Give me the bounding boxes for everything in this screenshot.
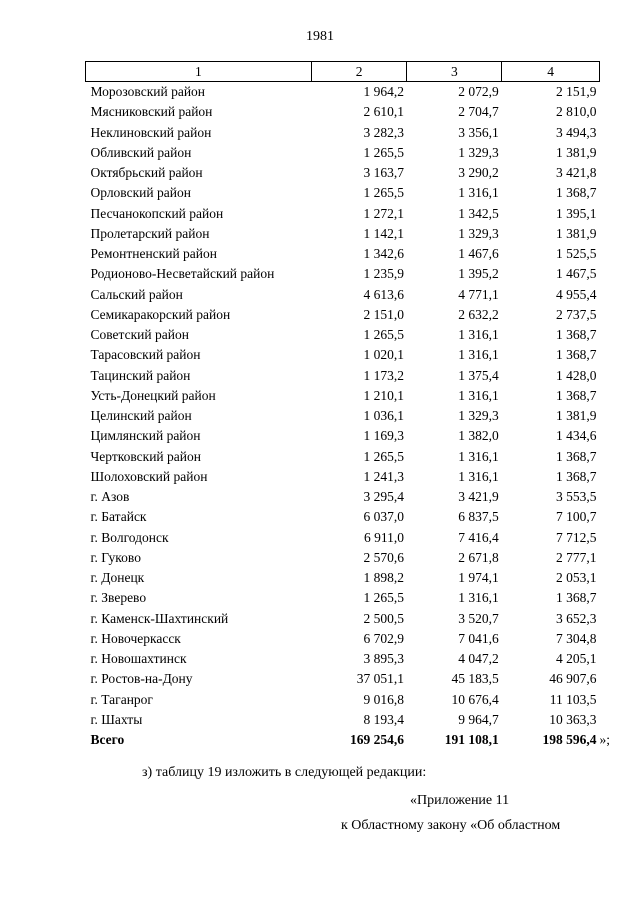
municipality-name: г. Донецк [90,570,145,585]
value-cell: 1 329,3 [458,144,499,160]
value-cell: 1 235,9 [363,266,404,282]
page-number: 1981 [306,29,334,44]
municipality-name: г. Новочеркасск [90,630,181,646]
value-cell: 3 652,3 [556,610,597,626]
table-row [86,143,600,163]
table-row [86,507,600,527]
value-cell: 9 016,8 [363,691,404,707]
value-cell: 4 047,2 [458,651,499,666]
table-row [86,285,600,305]
total-value-text: 198 596,4 [542,732,597,747]
municipality-name: Сальский район [90,286,183,302]
municipality-name: г. Новошахтинск [90,651,187,666]
table-row [86,588,600,608]
value-cell: 1 265,5 [363,590,404,606]
value-cell: 1 316,1 [458,347,499,363]
municipality-name: Пролетарский район [90,225,210,241]
column-header: 4 [502,62,600,82]
value-cell: 1 265,5 [363,144,404,160]
value-cell: 1 434,6 [556,428,597,444]
value-cell: 1 142,1 [363,225,404,241]
municipality-name: Морозовский район [90,84,206,99]
table-row [86,224,600,244]
table-header-row [86,62,600,82]
municipality-name: Орловский район [90,185,191,201]
value-cell: 1 265,5 [363,327,404,342]
municipality-name: г. Каменск-Шахтинский [90,610,229,626]
value-cell: 11 103,5 [549,691,597,707]
municipality-name: г. Азов [90,489,130,504]
value-cell: 1 525,5 [556,246,597,261]
value-cell: 3 520,7 [458,610,499,626]
column-header: 3 [407,62,502,82]
municipality-name: Октябрьский район [90,165,203,180]
value-cell: 4 613,6 [363,286,404,302]
municipality-name: Цимлянский район [90,428,201,444]
value-cell: 1 316,1 [458,387,499,403]
table-row [86,204,600,224]
municipality-name: г. Батайск [90,509,147,525]
value-cell: 6 702,9 [363,630,404,646]
value-cell: 2 151,0 [363,306,404,322]
table-row [86,123,600,143]
table-row [86,568,600,588]
table-row [86,305,600,325]
total-value: 191 108,1 [444,732,499,747]
table-body [86,82,611,751]
value-cell: 9 964,7 [458,711,499,727]
value-cell: 2 072,9 [458,84,499,99]
value-cell: 2 610,1 [363,104,404,120]
value-cell: 1 368,7 [556,327,597,342]
value-cell: 3 282,3 [363,124,404,140]
municipality-name: Усть-Донецкий район [90,387,216,403]
value-cell: 1 342,6 [363,246,404,261]
municipality-name: Чертковский район [90,448,201,464]
value-cell: 7 416,4 [458,529,499,545]
value-cell: 3 290,2 [458,165,499,180]
municipality-name: Шолоховский район [90,468,208,484]
total-label: Всего [90,732,125,747]
value-cell: 4 205,1 [556,651,597,666]
table-row [86,467,600,487]
value-cell: 3 553,5 [556,489,597,504]
table-row [86,366,600,386]
value-cell: 1 173,2 [363,367,404,383]
value-cell: 1 467,5 [556,266,597,282]
value-cell: 8 193,4 [363,711,404,727]
value-cell: 6 911,0 [363,529,404,545]
value-cell: 6 037,0 [363,509,404,525]
table-row [86,487,600,507]
table-row [86,609,600,629]
municipality-name: Обливский район [90,144,192,160]
value-cell: 1 381,9 [556,408,597,423]
municipality-name: Неклиновский район [90,124,212,140]
value-cell: 2 053,1 [556,570,597,585]
value-cell: 1 316,1 [458,448,499,464]
value-cell: 1 368,7 [556,468,597,484]
value-cell: 1 395,1 [556,205,597,221]
value-cell: 1 316,1 [458,590,499,606]
value-cell: 10 363,3 [549,711,597,727]
value-cell: 1 210,1 [363,387,404,403]
value-cell: 10 676,4 [451,691,499,707]
municipality-name: Тарасовский район [90,347,201,363]
value-cell: 1 329,3 [458,408,499,423]
value-cell: 1 395,2 [458,266,499,282]
value-cell: 3 356,1 [458,124,499,140]
table-row [86,406,600,426]
table-row [86,426,600,446]
value-cell: 1 020,1 [363,347,404,363]
value-cell: 1 368,7 [556,590,597,606]
value-cell: 1 381,9 [556,225,597,241]
value-cell: 1 272,1 [363,205,404,221]
value-cell: 1 342,5 [458,205,499,221]
value-cell: 7 041,6 [458,630,499,646]
table-row [86,325,600,345]
municipality-name: Семикаракорский район [90,306,231,322]
value-cell: 2 151,9 [556,84,597,99]
value-cell: 1 265,5 [363,185,404,201]
municipality-name: г. Волгодонск [90,529,169,545]
table-row [86,244,600,264]
value-cell: 1 368,7 [556,448,597,464]
value-cell: 1 316,1 [458,468,499,484]
table-row [86,710,600,730]
table-row [86,528,600,548]
value-cell: 2 704,7 [458,104,499,120]
value-cell: 1 241,3 [363,468,404,484]
municipality-name: Советский район [90,327,189,342]
value-cell: 1 375,4 [458,367,499,383]
municipality-name: г. Зверево [90,590,147,606]
value-cell: 2 500,5 [363,610,404,626]
municipality-name: Мясниковский район [90,104,213,120]
value-cell: 1 316,1 [458,185,499,201]
value-cell: 1 974,1 [458,570,499,585]
value-cell: 2 810,0 [556,104,597,120]
value-cell: 3 494,3 [556,124,597,140]
municipality-name: Тацинский район [90,367,191,383]
value-cell: 2 671,8 [458,549,499,565]
value-cell: 1 368,7 [556,347,597,363]
value-cell: 1 265,5 [363,448,404,464]
total-value: 169 254,6 [349,732,404,747]
municipality-name: г. Шахты [90,711,143,727]
municipality-name: Песчанокопский район [90,205,224,221]
value-cell: 2 777,1 [556,549,597,565]
value-cell: 46 907,6 [549,671,597,687]
column-header: 2 [311,62,407,82]
amendment-paragraph: з) таблицу 19 изложить в следующей редакции: [142,765,427,780]
value-cell: 45 183,5 [451,671,499,687]
law-reference: к Областному закону «Об областном [341,818,561,833]
table-row [86,669,600,689]
table-row [86,82,600,103]
value-cell: 3 895,3 [363,651,404,666]
value-cell: 2 737,5 [556,306,597,322]
value-cell: 4 955,4 [556,286,597,302]
value-cell: 3 421,9 [458,489,499,504]
table-row [86,629,600,649]
value-cell: 2 570,6 [363,549,404,565]
value-cell: 1 169,3 [363,428,404,444]
value-cell: 6 837,5 [458,509,499,525]
value-cell: 1 036,1 [363,408,404,423]
value-cell: 1 428,0 [556,367,597,383]
value-cell: 7 712,5 [556,529,597,545]
value-cell: 3 421,8 [556,165,597,180]
value-cell: 1 964,2 [363,84,404,99]
value-cell: 37 051,1 [356,671,404,687]
column-header: 1 [86,62,312,82]
value-cell: 7 304,8 [556,630,597,646]
table-row [86,163,600,183]
table-row [86,690,600,710]
appendix-label: «Приложение 11 [410,793,510,808]
municipality-name: г. Гуково [90,549,141,565]
table-row [86,264,600,284]
table-row [86,183,600,203]
closing-quote: »; [599,732,611,747]
value-cell: 1 316,1 [458,327,499,342]
municipality-name: г. Таганрог [90,691,153,707]
data-table [85,61,611,750]
total-value [502,730,611,750]
table-row [86,345,600,365]
value-cell: 1 381,9 [556,144,597,160]
value-cell: 7 100,7 [556,509,597,525]
value-cell: 3 163,7 [363,165,404,180]
value-cell: 1 329,3 [458,225,499,241]
value-cell: 1 467,6 [458,246,499,261]
value-cell: 3 295,4 [363,489,404,504]
table-row [86,102,600,122]
table-row [86,447,600,467]
value-cell: 1 368,7 [556,387,597,403]
table-row [86,386,600,406]
municipality-name: Ремонтненский район [90,246,217,261]
value-cell: 4 771,1 [458,286,499,302]
value-cell: 2 632,2 [458,306,499,322]
value-cell: 1 898,2 [363,570,404,585]
municipality-name: Целинский район [90,408,192,423]
value-cell: 1 382,0 [458,428,499,444]
table-row [86,649,600,669]
table-row [86,548,600,568]
value-cell: 1 368,7 [556,185,597,201]
total-row [86,730,600,750]
municipality-name: Родионово-Несветайский район [90,266,275,282]
municipality-name: г. Ростов-на-Дону [90,671,193,687]
